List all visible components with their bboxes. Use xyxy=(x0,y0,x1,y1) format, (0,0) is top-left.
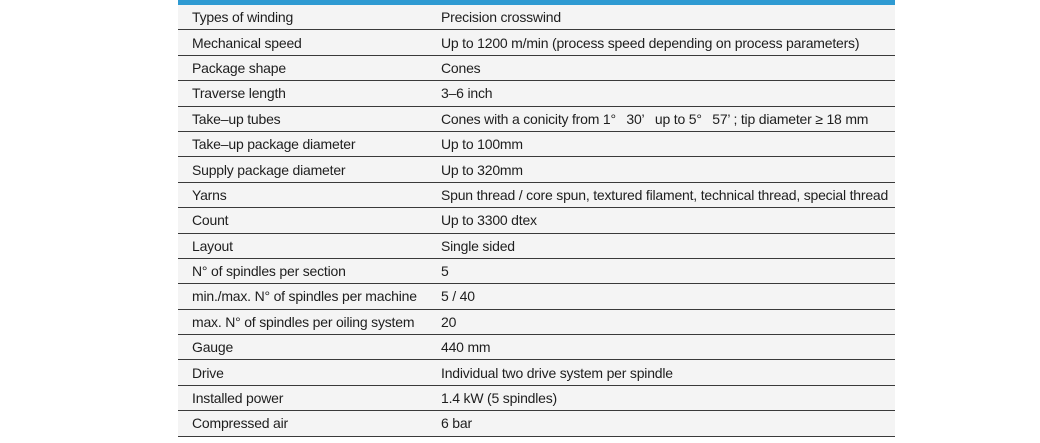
table-row xyxy=(178,81,895,106)
spec-value: 5 / 40 xyxy=(441,288,475,305)
table-row xyxy=(178,5,895,30)
spec-label: Drive xyxy=(192,364,224,381)
table-body xyxy=(178,5,895,437)
table-row xyxy=(178,132,895,157)
spec-value: Up to 320mm xyxy=(441,161,523,178)
spec-label: max. N° of spindles per oiling system xyxy=(192,313,415,330)
spec-label: Supply package diameter xyxy=(192,161,346,178)
spec-label: Traverse length xyxy=(192,85,286,102)
table-row xyxy=(178,386,895,411)
spec-value: 1.4 kW (5 spindles) xyxy=(441,390,558,407)
spec-value: Cones with a conicity from 1° 30’ up to 5° 57’ ; tip diameter ≥ 18 mm xyxy=(441,110,869,127)
table-row xyxy=(178,234,895,259)
spec-value: Up to 1200 m/min (process speed depending on process parameters) xyxy=(441,34,860,51)
table-row xyxy=(178,56,895,81)
spec-value: Precision crosswind xyxy=(441,9,561,26)
spec-value: Cones xyxy=(441,59,481,76)
spec-value: Individual two drive system per spindle xyxy=(441,364,673,381)
table-row xyxy=(178,310,895,335)
spec-value: Spun thread / core spun, textured filament, technical thread, special thread xyxy=(441,186,889,203)
table-row xyxy=(178,335,895,360)
spec-label: Count xyxy=(192,212,229,229)
spec-label: Compressed air xyxy=(192,415,289,432)
spec-label: Package shape xyxy=(192,59,286,76)
spec-label: min./max. N° of spindles per machine xyxy=(192,288,417,305)
spec-value: 20 xyxy=(441,313,457,330)
spec-label: Layout xyxy=(192,237,233,254)
spec-value: 6 bar xyxy=(441,415,472,432)
spec-value: 440 mm xyxy=(441,339,491,356)
spec-value: Up to 3300 dtex xyxy=(441,212,537,229)
spec-label: Installed power xyxy=(192,390,284,407)
table-row xyxy=(178,411,895,436)
spec-label: Take–up package diameter xyxy=(192,136,356,153)
spec-label: Yarns xyxy=(192,186,227,203)
table-row xyxy=(178,183,895,208)
spec-label: Mechanical speed xyxy=(192,34,302,51)
spec-label: Types of winding xyxy=(192,9,294,26)
spec-value: Single sided xyxy=(441,237,515,254)
table-row xyxy=(178,157,895,182)
spec-value: 5 xyxy=(441,263,449,280)
table-row xyxy=(178,30,895,55)
spec-label: N° of spindles per section xyxy=(192,263,346,280)
table-row xyxy=(178,360,895,385)
specifications-table xyxy=(178,0,895,437)
table-row xyxy=(178,259,895,284)
spec-label: Gauge xyxy=(192,339,234,356)
table-row xyxy=(178,284,895,309)
table-row xyxy=(178,107,895,132)
spec-value: 3–6 inch xyxy=(441,85,493,102)
spec-label: Take–up tubes xyxy=(192,110,281,127)
spec-value: Up to 100mm xyxy=(441,136,523,153)
table-row xyxy=(178,208,895,233)
